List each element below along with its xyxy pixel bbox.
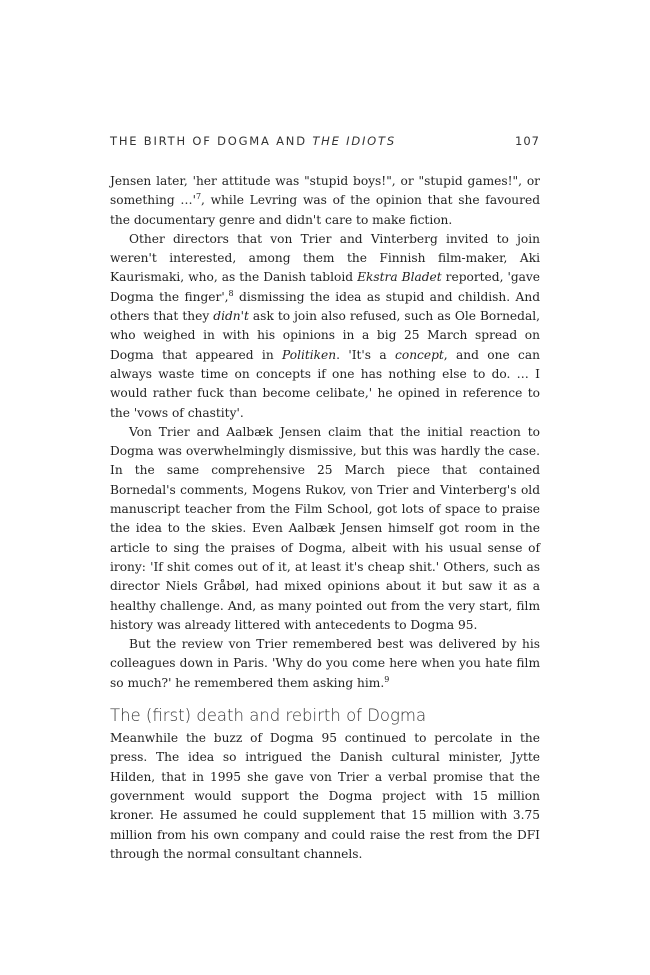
paragraph-4: But the review von Trier remembered best was delivered by his colleagues down in Paris. 'Why do you come here when you hate film so much?' he remembered them asking him.$^9$ <box>110 637 540 690</box>
publication-name: Ekstra Bladet <box>357 270 442 285</box>
chapter-title: THE BIRTH OF DOGMA AND THE IDIOTS <box>110 134 396 148</box>
body-text <box>110 172 540 864</box>
page-number: 107 <box>515 134 540 148</box>
running-header <box>110 134 540 148</box>
chapter-title-italic: THE IDIOTS <box>312 134 396 148</box>
footnote-ref-8: 8 <box>228 288 234 298</box>
paragraph-5: Meanwhile the buzz of Dogma 95 continued to percolate in the press. The idea so intrigued the Danish cultural minister, Jytte Hilden, that in 1995 she gave von Trier a verbal promise that the government would support the Dogma project with 15 million kroner. He assumed he could supplement that 15 million with 3.75 million from his own company and could raise the rest from the DFI through the normal consultant channels. <box>110 731 540 861</box>
section-heading: The (first) death and rebirth of Dogma <box>110 706 427 726</box>
footnote-ref-7: 7 <box>195 192 202 202</box>
footnote-ref-9: 9 <box>384 674 390 684</box>
paragraph-2: Other directors that von Trier and Vinterberg invited to join weren't interested, among them the Finnish film-maker, Aki Kaurismaki, who, as the Danish tabloid Ekstra Bladet reported, 'gave Dogma the finger',$^8$ dismissing the idea as stupid and childish. And others that they didn't ask to join also refused, such as Ole Bornedal, who weighed in with his opinions in a big 25 March spread on Dogma that appeared in Politiken. 'It's a concept, and one can always waste time on concepts if one has nothing else to do. … I would rather fuck than become celibate,' he opined in reference to the 'vows of chastity'. <box>110 231 541 420</box>
emphasis-text: concept <box>395 347 444 362</box>
emphasis-text: didn't <box>213 309 249 324</box>
paragraph-3: Von Trier and Aalbæk Jensen claim that the initial reaction to Dogma was overwhelmingly dismissive, but this was hardly the case. In the same comprehensive 25 March piece that contained Bornedal's comments, Mogens Rukov, von Trier and Vinterberg's old manuscript teacher from the Film School, got lots of space to praise the idea to the skies. Even Aalbæk Jensen himself got room in the article to sing the praises of Dogma, albeit with his usual sense of irony: 'If shit comes out of it, at least it's cheap shit.' Others, such as director Niels Gråbøl, had mixed opinions about it but saw it as a healthy challenge. And, as many pointed out from the very start, film history was already littered with antecedents to Dogma 95. <box>110 424 540 632</box>
paragraph-1: Jensen later, 'her attitude was "stupid boys!", or "stupid games!", or something $\dots'^7$, while Levring was of the opinion that she favoured the documentary genre and didn't care to make fiction. <box>110 174 540 227</box>
publication-name: Politiken <box>282 347 337 362</box>
